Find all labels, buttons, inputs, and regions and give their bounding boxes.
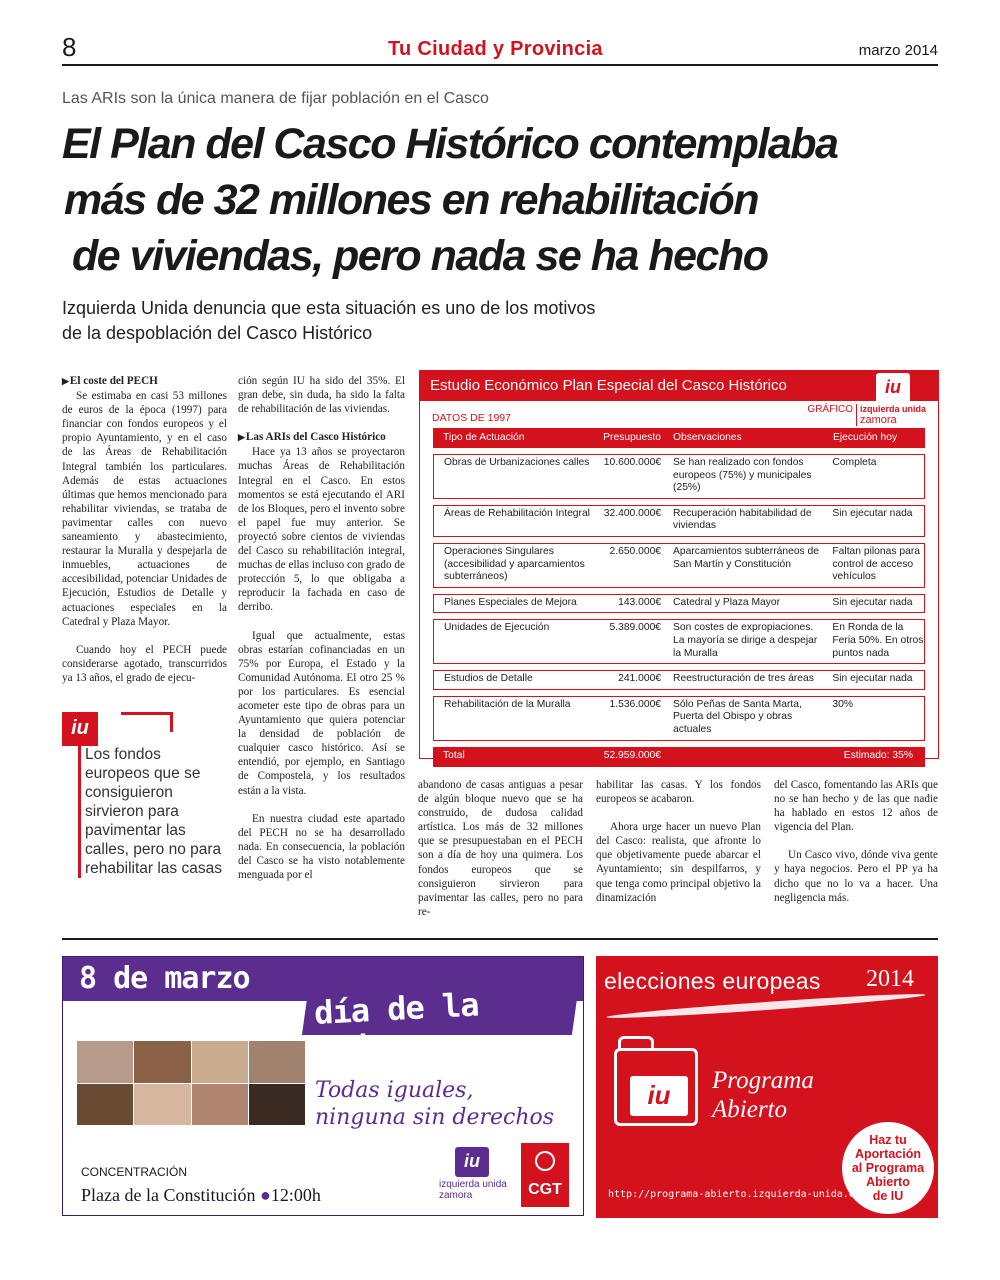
cell-ejecucion: Sin ejecutar nada: [832, 673, 913, 685]
total-label: Total: [443, 750, 465, 762]
slogan-line: Todas iguales,: [315, 1078, 474, 1103]
study-source: DATOS DE 1997: [432, 412, 511, 424]
paragraph: En nuestra ciudad este apartado del PECH no se ha desarrollado nada. En consecuencia, la población del Casco se ha visto notablemente menguada por el: [238, 812, 405, 881]
headline-line: más de 32 millones en rehabilitación: [64, 176, 758, 224]
article-kicker: Las ARIs son la única manera de fijar población en el Casco: [62, 90, 489, 107]
cell-presupuesto: 32.400.000€: [603, 507, 662, 519]
paragraph: Cuando hoy el PECH puede considerarse agotado, transcurridos ya 13 años, el grado de ejecu-: [62, 643, 227, 684]
article-column-5: [774, 778, 938, 919]
study-label: [807, 404, 926, 426]
total-estimate: Estimado: 35%: [843, 750, 913, 762]
ad-title: elecciones europeas: [604, 968, 821, 994]
ad-year: 2014: [866, 966, 914, 992]
pullquote-rule: [170, 712, 173, 732]
cgt-emblem-icon: [535, 1151, 555, 1171]
issue-date: marzo 2014: [858, 42, 938, 59]
article-column-3: [418, 778, 583, 933]
study-table-box: [419, 370, 939, 762]
face-photo: [249, 1041, 305, 1083]
headline-line: El Plan del Casco Histórico contemplaba: [62, 120, 838, 168]
brush-swash-icon: [606, 991, 926, 1021]
cell-presupuesto: 10.600.000€: [603, 457, 662, 468]
cell-ejecucion: Faltan pilonas para control de acceso vehículos: [832, 545, 920, 583]
table-row: [433, 670, 925, 690]
ad-title: día de la mujer: [313, 985, 480, 1070]
slogan-line: ninguna sin derechos: [315, 1105, 555, 1130]
ad-date: 8 de marzo: [79, 961, 250, 996]
face-photo: [249, 1084, 305, 1126]
paragraph: Se estimaba en casi 53 millones de euros de la época (1997) para financiar con fondos europeos y el propio Ayuntamiento, y en el caso de las Áreas de Rehabilitación Integral también los particulares. Además de estas actuaciones últimas que hemos mencionado para rehabilitar viviendas, se trataba de pavimentar calles con nuevo saneamiento y abastecimiento, restaurar la Muralla y despejarla de inmuebles, actuaciones de accesibilidad, potenciar Unidades de Ejecución, Estudios de Detalle y actuaciones especiales en la Catedral y Plaza Mayor.: [62, 390, 227, 628]
cgt-logo-icon: [521, 1143, 569, 1207]
event-label: CONCENTRACIÓN: [81, 1165, 188, 1179]
headline-line: de viviendas, pero nada se ha hecho: [72, 232, 768, 280]
program-title: [712, 1066, 814, 1124]
cell-observaciones: Reestructuración de tres áreas: [673, 673, 814, 685]
column-header: Observaciones: [673, 431, 742, 443]
cta-line: de IU: [872, 1189, 904, 1203]
cta-line: al Programa: [851, 1161, 925, 1175]
table-total-row: [433, 747, 925, 767]
womens-day-ad: [62, 956, 584, 1216]
cell-tipo: Estudios de Detalle: [444, 673, 533, 685]
program-url-link[interactable]: http://programa-abierto.izquierda-unida.es/: [608, 1189, 867, 1200]
total-value: 52.959.000€: [603, 750, 661, 762]
masthead: Tu Ciudad y Provincia: [388, 38, 603, 60]
cell-presupuesto: 5.389.000€: [609, 622, 662, 634]
iu-wordmark-line: izquierda unida: [859, 404, 926, 414]
article-subhead: [62, 296, 682, 346]
cell-presupuesto: 241.000€: [618, 673, 662, 685]
cta-line: Abierto: [866, 1175, 910, 1189]
table-row: [433, 696, 925, 741]
column-header: Tipo de Actuación: [443, 431, 525, 443]
article-column-2: [238, 374, 405, 896]
european-elections-ad: [596, 956, 938, 1218]
study-title: Estudio Económico Plan Especial del Casco Histórico: [420, 371, 938, 401]
event-place: [81, 1185, 321, 1206]
face-photo: [77, 1084, 133, 1126]
program-line: Programa: [712, 1067, 814, 1094]
face-photo: [134, 1084, 190, 1126]
cell-observaciones: Recuperación habitabilidad de viviendas: [673, 507, 812, 532]
cell-observaciones: Son costes de expropiaciones. La mayoría se dirige a despejar la Muralla: [673, 622, 818, 659]
column-header: Presupuesto: [603, 431, 661, 443]
article-column-1: [62, 374, 227, 699]
cta-line: Haz tu: [869, 1133, 907, 1147]
cell-ejecucion: Completa: [832, 457, 877, 468]
article-column-4: [596, 778, 761, 919]
cell-ejecucion: 30%: [832, 698, 853, 710]
paragraph: Igual que actualmente, estas obras estarían cofinanciadas en un 75% por Europa, el Estado y la Comunidad Autónoma. El otro 25 % por los particulares. Es esencial acometer este tipo de obras para un Ayuntamiento que quiera potenciar la densidad de población de cualquier casco histórico. Así se entendió, por ejemplo, en Santiago de Compostela, y los resultados están a la vista.: [238, 629, 405, 797]
table-row: [433, 543, 925, 588]
paragraph: Ahora urge hacer un nuevo Plan del Casco: realista, que afronte lo que objetivamente puede abarcar el Ayuntamiento; sin despilfarros, y que tenga como principal objetivo la dinamización: [596, 821, 761, 904]
cgt-label: CGT: [528, 1181, 562, 1198]
face-photo: [192, 1084, 248, 1126]
paragraph: abandono de casas antiguas a pesar de algún bloque nuevo que se ha construido, de dudosa calidad artística. Los más de 32 millones que se presupuestaban en el PECH son a día de hoy una quimera. Los fondos europeos que se consiguieron sirvieron para pavimentar las calles, pero no para re-: [418, 779, 583, 918]
header-rule: [62, 64, 938, 66]
bullet-icon: ●: [259, 1185, 271, 1205]
cell-tipo: Unidades de Ejecución: [444, 622, 550, 634]
cell-observaciones: Sólo Peñas de Santa Marta, Puerta del Obispo y obras actuales: [673, 698, 802, 735]
pullquote-text: Los fondos europeos que se consiguieron sirvieron para pavimentar las calles, pero no para rehabilitar las casas: [78, 745, 223, 878]
cta-line: Aportación: [855, 1147, 921, 1161]
cell-ejecucion: En Ronda de la Feria 50%. En otros puntos nada: [832, 622, 924, 659]
paragraph: ción según IU ha sido del 35%. El gran debe, sin duda, ha sido la falta de rehabilitación de las viviendas.: [238, 375, 405, 416]
cell-observaciones: Se han realizado con fondos europeos (75%) y municipales (25%): [673, 457, 812, 494]
paragraph: Hace ya 13 años se proyectaron muchas Áreas de Rehabilitación Integral en el Casco. En estos momentos se está ejecutando el ARI de los Bloques, pero el invento sobre el papel fue muy anterior. Se proyectó sobre cientos de viviendas del Casco su rehabilitación integral, muchas de ellas incluso con grado de protección 5, lo que obligaba a reproducir la fachada en caso de derribo.: [238, 446, 405, 614]
column-header: Ejecución hoy: [833, 431, 898, 443]
section-heading: ▶ Las ARIs del Casco Histórico: [238, 430, 405, 444]
paragraph: habilitar las casas. Y los fondos europeos se acabaron.: [596, 779, 761, 806]
face-photo: [134, 1041, 190, 1083]
contribute-badge[interactable]: [842, 1122, 934, 1214]
face-photo: [77, 1041, 133, 1083]
table-row: [433, 505, 925, 537]
cell-presupuesto: 1.536.000€: [609, 698, 662, 710]
cell-tipo: Planes Especiales de Mejora: [444, 596, 577, 608]
cell-observaciones: Catedral y Plaza Mayor: [673, 596, 781, 608]
subhead-line: de la despoblación del Casco Histórico: [62, 323, 373, 343]
women-faces-photo: [77, 1041, 305, 1125]
face-photo: [192, 1041, 248, 1083]
pullquote-rule: [121, 712, 173, 715]
table-row: [433, 619, 925, 664]
event-time: 12:00h: [270, 1185, 321, 1205]
cell-tipo: Rehabilitación de la Muralla: [444, 698, 571, 710]
cell-ejecucion: Sin ejecutar nada: [832, 596, 913, 608]
paragraph: Un Casco vivo, dónde viva gente y haya negocios. Pero el PP ya ha dicho que no lo va a hacer. Una negligencia más.: [774, 849, 938, 904]
page-number: 8: [62, 32, 77, 62]
iu-wordmark: [439, 1179, 507, 1201]
article-headline: [62, 116, 922, 284]
cell-presupuesto: 2.650.000€: [609, 545, 662, 557]
subhead-line: Izquierda Unida denuncia que esta situación es uno de los motivos: [62, 298, 596, 318]
section-heading: ▶ El coste del PECH: [62, 374, 227, 388]
cell-presupuesto: 143.000€: [618, 596, 662, 608]
cell-observaciones: Aparcamientos subterráneos de San Martín y Constitución: [673, 545, 820, 570]
study-table: [433, 428, 925, 767]
iu-wordmark: [856, 404, 926, 426]
table-header: [433, 428, 925, 448]
iu-wordmark-line: zamora: [439, 1190, 473, 1201]
table-row: [433, 594, 925, 614]
paragraph: del Casco, fomentando las ARIs que no se han hecho y de las que nadie ha hablado en estos 12 años de vigencia del Plan.: [774, 779, 938, 834]
iu-logo-icon: iu: [876, 373, 910, 403]
section-rule: [62, 938, 938, 940]
program-line: Abierto: [712, 1096, 787, 1123]
cell-tipo: Áreas de Rehabilitación Integral: [444, 507, 590, 519]
iu-logo-icon: iu: [455, 1147, 489, 1177]
iu-wordmark-line: izquierda unida: [439, 1179, 507, 1190]
graphic-label: GRÁFICO: [807, 404, 853, 415]
cell-tipo: Operaciones Singulares (accesibilidad y aparcamientos subterráneos): [444, 545, 585, 583]
table-row: [433, 454, 925, 499]
iu-logo-icon: iu: [630, 1076, 688, 1116]
ad-slogan: [315, 1077, 554, 1131]
iu-logo-icon: iu: [62, 712, 98, 746]
cell-ejecucion: Sin ejecutar nada: [832, 507, 913, 519]
event-place-name: Plaza de la Constitución: [81, 1185, 256, 1205]
cell-tipo: Obras de Urbanizaciones calles: [444, 457, 590, 468]
iu-wordmark-line: zamora: [859, 414, 897, 426]
